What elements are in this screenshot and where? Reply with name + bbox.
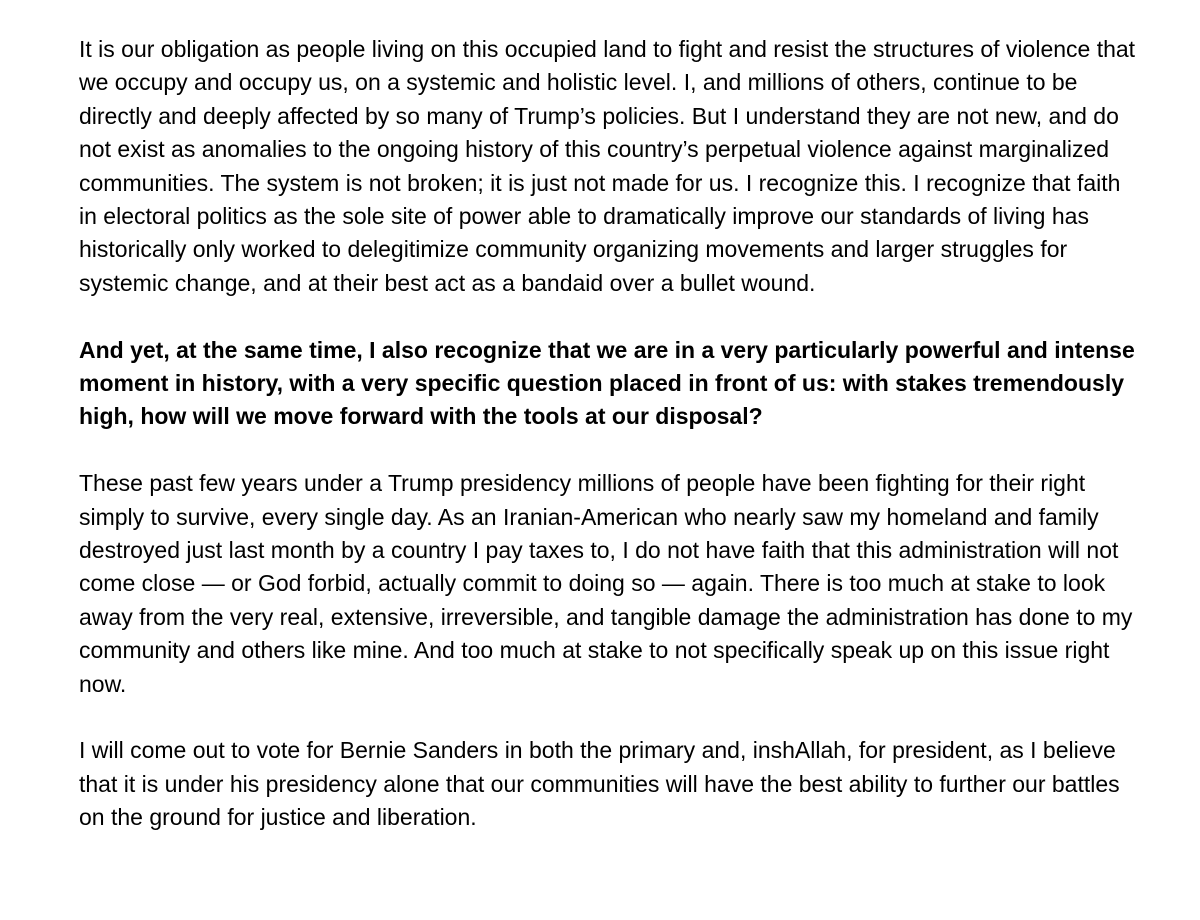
paragraph-trump-presidency: These past few years under a Trump presidency millions of people have been fighting for their right simply to survive, every single day. As an Iranian-American who nearly saw my homeland and family destroyed just last month by a country I pay taxes to, I do not have faith that this administration will not come close — or God forbid, actually commit to doing so — again. There is too much at stake to look away from the very real, extensive, irreversible, and tangible damage the administration has done to my community and others like mine. And too much at stake to not specifically speak up on this issue right now. <box>79 470 1133 697</box>
paragraph-vote-bernie: I will come out to vote for Bernie Sanders in both the primary and, inshAllah, for president, as I believe that it is under his presidency alone that our communities will have the best ability to further our battles on the ground for justice and liberation. <box>79 737 1120 831</box>
document-body <box>79 33 1139 868</box>
paragraph-and-yet-bold: And yet, at the same time, I also recognize that we are in a very particularly powerful and intense moment in history, with a very specific question placed in front of us: with stakes tremendously high, how will we move forward with the tools at our disposal? <box>79 336 1135 430</box>
paragraph-obligation: It is our obligation as people living on this occupied land to fight and resist the structures of violence that we occupy and occupy us, on a systemic and holistic level. I, and millions of others, continue to be directly and deeply affected by so many of Trump’s policies. But I understand they are not new, and do not exist as anomalies to the ongoing history of this country’s perpetual violence against marginalized communities. The system is not broken; it is just not made for us. I recognize this. I recognize that faith in electoral politics as the sole site of power able to dramatically improve our standards of living has historically only worked to delegitimize community organizing movements and larger struggles for systemic change, and at their best act as a bandaid over a bullet wound. <box>79 36 1136 296</box>
